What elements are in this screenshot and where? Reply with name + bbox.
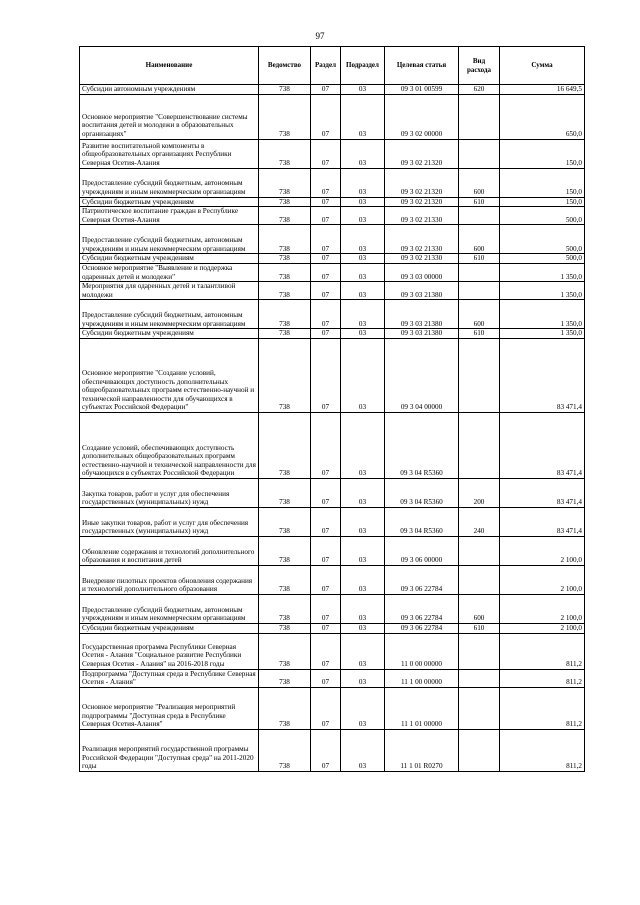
row-subsection: 03 <box>341 687 385 729</box>
table-header-row <box>80 47 585 85</box>
row-section: 07 <box>311 207 341 225</box>
row-sum: 1 350,0 <box>500 263 585 281</box>
header-expense-type: Вид расхода <box>459 47 500 85</box>
row-article: 09 3 06 22784 <box>385 623 459 633</box>
row-article: 09 3 02 21320 <box>385 139 459 168</box>
row-sum: 150,0 <box>500 168 585 197</box>
row-sum: 2 100,0 <box>500 565 585 594</box>
row-dept: 738 <box>259 197 311 207</box>
row-article: 09 3 03 00000 <box>385 263 459 281</box>
row-subsection: 03 <box>341 565 385 594</box>
row-expense-type <box>459 633 500 669</box>
row-name: Развитие воспитательной компоненты в общеобразовательных организациях Республики Северная Осетия-Алания <box>80 139 259 168</box>
row-dept: 738 <box>259 536 311 565</box>
row-name: Основное мероприятие "Реализация мероприятий подпрограммы "Доступная среда в Республике Северная Осетия-Алания" <box>80 687 259 729</box>
row-expense-type <box>459 263 500 281</box>
row-dept: 738 <box>259 669 311 687</box>
row-section: 07 <box>311 225 341 254</box>
row-subsection: 03 <box>341 197 385 207</box>
row-subsection: 03 <box>341 207 385 225</box>
row-section: 07 <box>311 687 341 729</box>
row-section: 07 <box>311 139 341 168</box>
row-article: 09 3 04 00000 <box>385 338 459 412</box>
row-article: 09 3 06 22784 <box>385 565 459 594</box>
row-dept: 738 <box>259 478 311 507</box>
row-sum: 1 350,0 <box>500 300 585 329</box>
row-expense-type <box>459 669 500 687</box>
row-sum: 2 100,0 <box>500 623 585 633</box>
row-expense-type: 600 <box>459 300 500 329</box>
row-article: 09 3 04 R5360 <box>385 412 459 478</box>
row-subsection: 03 <box>341 225 385 254</box>
row-dept: 738 <box>259 263 311 281</box>
row-subsection: 03 <box>341 168 385 197</box>
row-name: Предоставление субсидий бюджетным, автономным учреждениям и иным некоммерческим организациям <box>80 168 259 197</box>
row-sum: 83 471,4 <box>500 338 585 412</box>
row-section: 07 <box>311 478 341 507</box>
row-article: 11 1 01 00000 <box>385 687 459 729</box>
row-sum: 811,2 <box>500 633 585 669</box>
row-sum: 83 471,4 <box>500 478 585 507</box>
row-section: 07 <box>311 507 341 536</box>
row-expense-type <box>459 139 500 168</box>
row-sum: 650,0 <box>500 94 585 139</box>
row-dept: 738 <box>259 729 311 771</box>
row-article: 09 3 02 21330 <box>385 254 459 264</box>
row-section: 07 <box>311 168 341 197</box>
row-section: 07 <box>311 94 341 139</box>
row-section: 07 <box>311 594 341 623</box>
row-subsection: 03 <box>341 536 385 565</box>
row-subsection: 03 <box>341 412 385 478</box>
row-name: Иные закупки товаров, работ и услуг для обеспечения государственных (муниципальных) нужд <box>80 507 259 536</box>
row-sum: 150,0 <box>500 197 585 207</box>
row-subsection: 03 <box>341 254 385 264</box>
row-section: 07 <box>311 623 341 633</box>
row-dept: 738 <box>259 623 311 633</box>
row-dept: 738 <box>259 168 311 197</box>
table-row <box>80 507 585 536</box>
row-section: 07 <box>311 197 341 207</box>
row-section: 07 <box>311 729 341 771</box>
row-sum: 500,0 <box>500 207 585 225</box>
row-expense-type: 600 <box>459 225 500 254</box>
row-expense-type <box>459 282 500 300</box>
row-sum: 811,2 <box>500 729 585 771</box>
row-subsection: 03 <box>341 478 385 507</box>
header-subsection: Подраздел <box>341 47 385 85</box>
row-expense-type <box>459 338 500 412</box>
row-section: 07 <box>311 254 341 264</box>
table-row <box>80 594 585 623</box>
row-name: Предоставление субсидий бюджетным, автономным учреждениям и иным некоммерческим организациям <box>80 594 259 623</box>
row-article: 09 3 03 21380 <box>385 329 459 339</box>
row-article: 09 3 02 21320 <box>385 168 459 197</box>
row-expense-type: 610 <box>459 197 500 207</box>
row-expense-type: 610 <box>459 329 500 339</box>
table-row <box>80 94 585 139</box>
row-name: Субсидии бюджетным учреждениям <box>80 254 259 264</box>
row-expense-type <box>459 94 500 139</box>
row-dept: 738 <box>259 338 311 412</box>
row-article: 09 3 06 22784 <box>385 594 459 623</box>
table-row <box>80 329 585 339</box>
row-article: 09 3 01 00599 <box>385 85 459 95</box>
table-row <box>80 565 585 594</box>
row-name: Государственная программа Республики Северная Осетия - Алания "Социальное развитие Республики Северная Осетия - Алания" на 2016-2018 годы <box>80 633 259 669</box>
row-section: 07 <box>311 338 341 412</box>
row-dept: 738 <box>259 329 311 339</box>
row-section: 07 <box>311 300 341 329</box>
row-name: Мероприятия для одаренных детей и талантливой молодежи <box>80 282 259 300</box>
row-dept: 738 <box>259 300 311 329</box>
row-article: 09 3 04 R5360 <box>385 507 459 536</box>
budget-table <box>79 46 585 772</box>
row-sum: 500,0 <box>500 225 585 254</box>
row-dept: 738 <box>259 412 311 478</box>
row-subsection: 03 <box>341 729 385 771</box>
row-subsection: 03 <box>341 594 385 623</box>
row-dept: 738 <box>259 282 311 300</box>
row-name: Субсидии автономным учреждениям <box>80 85 259 95</box>
row-dept: 738 <box>259 565 311 594</box>
row-expense-type <box>459 687 500 729</box>
header-article: Целевая статья <box>385 47 459 85</box>
row-subsection: 03 <box>341 329 385 339</box>
row-dept: 738 <box>259 85 311 95</box>
table-row <box>80 254 585 264</box>
table-row <box>80 85 585 95</box>
row-name: Внедрение пилотных проектов обновления содержания и технологий дополнительного образования <box>80 565 259 594</box>
row-name: Основное мероприятие "Создание условий, обеспечивающих доступность дополнительных общеобразовательных программ естественно-научной и технической направленности для обучающихся в субъектах Российской Федерации" <box>80 338 259 412</box>
row-subsection: 03 <box>341 139 385 168</box>
table-row <box>80 412 585 478</box>
row-sum: 500,0 <box>500 254 585 264</box>
table-row <box>80 168 585 197</box>
row-subsection: 03 <box>341 85 385 95</box>
row-article: 11 1 01 R0270 <box>385 729 459 771</box>
table-row <box>80 623 585 633</box>
row-dept: 738 <box>259 507 311 536</box>
row-name: Основное мероприятие "Совершенствование системы воспитания детей и молодежи в образовательных организациях" <box>80 94 259 139</box>
row-article: 09 3 02 21330 <box>385 225 459 254</box>
row-subsection: 03 <box>341 338 385 412</box>
row-dept: 738 <box>259 94 311 139</box>
row-name: Закупка товаров, работ и услуг для обеспечения государственных (муниципальных) нужд <box>80 478 259 507</box>
row-article: 09 3 02 00000 <box>385 94 459 139</box>
row-dept: 738 <box>259 207 311 225</box>
row-expense-type <box>459 412 500 478</box>
row-subsection: 03 <box>341 263 385 281</box>
row-expense-type: 200 <box>459 478 500 507</box>
row-sum: 1 350,0 <box>500 282 585 300</box>
row-name: Основное мероприятие "Выявление и поддержка одаренных детей и молодежи" <box>80 263 259 281</box>
row-sum: 150,0 <box>500 139 585 168</box>
row-name: Предоставление субсидий бюджетным, автономным учреждениям и иным некоммерческим организациям <box>80 300 259 329</box>
row-dept: 738 <box>259 139 311 168</box>
row-article: 09 3 02 21330 <box>385 207 459 225</box>
row-sum: 83 471,4 <box>500 412 585 478</box>
row-article: 09 3 06 00000 <box>385 536 459 565</box>
row-subsection: 03 <box>341 94 385 139</box>
row-article: 09 3 02 21320 <box>385 197 459 207</box>
row-dept: 738 <box>259 633 311 669</box>
table-row <box>80 338 585 412</box>
row-section: 07 <box>311 669 341 687</box>
row-expense-type: 620 <box>459 85 500 95</box>
table-row <box>80 633 585 669</box>
header-name: Наименование <box>80 47 259 85</box>
row-expense-type: 610 <box>459 254 500 264</box>
row-section: 07 <box>311 536 341 565</box>
row-article: 11 0 00 00000 <box>385 633 459 669</box>
row-name: Подпрограмма "Доступная среда в Республике Северная Осетия - Алания" <box>80 669 259 687</box>
row-dept: 738 <box>259 594 311 623</box>
row-expense-type <box>459 536 500 565</box>
table-row <box>80 207 585 225</box>
row-expense-type: 610 <box>459 623 500 633</box>
row-article: 09 3 04 R5360 <box>385 478 459 507</box>
row-sum: 2 100,0 <box>500 594 585 623</box>
row-subsection: 03 <box>341 507 385 536</box>
row-section: 07 <box>311 412 341 478</box>
table-row <box>80 729 585 771</box>
row-name: Субсидии бюджетным учреждениям <box>80 197 259 207</box>
row-article: 11 1 00 00000 <box>385 669 459 687</box>
row-sum: 2 100,0 <box>500 536 585 565</box>
row-expense-type: 240 <box>459 507 500 536</box>
row-sum: 811,2 <box>500 687 585 729</box>
row-name: Реализация мероприятий государственной программы Российской Федерации "Доступная среда" на 2011-2020 годы <box>80 729 259 771</box>
row-dept: 738 <box>259 225 311 254</box>
row-expense-type: 600 <box>459 594 500 623</box>
row-section: 07 <box>311 263 341 281</box>
row-article: 09 3 03 21380 <box>385 300 459 329</box>
row-subsection: 03 <box>341 623 385 633</box>
row-sum: 83 471,4 <box>500 507 585 536</box>
table-row <box>80 669 585 687</box>
row-sum: 811,2 <box>500 669 585 687</box>
row-name: Создание условий, обеспечивающих доступность дополнительных общеобразовательных программ естественно-научной и технической направленности для обучающихся в субъектах Российской Федерации <box>80 412 259 478</box>
table-body <box>80 85 585 772</box>
row-section: 07 <box>311 329 341 339</box>
table-row <box>80 536 585 565</box>
row-name: Предоставление субсидий бюджетным, автономным учреждениям и иным некоммерческим организациям <box>80 225 259 254</box>
row-subsection: 03 <box>341 282 385 300</box>
table-row <box>80 300 585 329</box>
row-subsection: 03 <box>341 300 385 329</box>
row-name: Обновление содержания и технологий дополнительного образования и воспитания детей <box>80 536 259 565</box>
table-row <box>80 139 585 168</box>
table-row <box>80 225 585 254</box>
header-sum: Сумма <box>500 47 585 85</box>
row-dept: 738 <box>259 254 311 264</box>
row-name: Субсидии бюджетным учреждениям <box>80 623 259 633</box>
row-section: 07 <box>311 633 341 669</box>
row-expense-type <box>459 207 500 225</box>
row-name: Субсидии бюджетным учреждениям <box>80 329 259 339</box>
row-sum: 16 649,5 <box>500 85 585 95</box>
table-row <box>80 197 585 207</box>
row-section: 07 <box>311 565 341 594</box>
row-expense-type <box>459 729 500 771</box>
row-dept: 738 <box>259 687 311 729</box>
table-row <box>80 263 585 281</box>
table-row <box>80 282 585 300</box>
row-section: 07 <box>311 282 341 300</box>
row-subsection: 03 <box>341 633 385 669</box>
header-section: Раздел <box>311 47 341 85</box>
row-article: 09 3 03 21380 <box>385 282 459 300</box>
row-section: 07 <box>311 85 341 95</box>
row-name: Патриотическое воспитание граждан в Республике Северная Осетия-Алания <box>80 207 259 225</box>
header-dept: Ведомство <box>259 47 311 85</box>
table-row <box>80 687 585 729</box>
row-expense-type: 600 <box>459 168 500 197</box>
table-row <box>80 478 585 507</box>
row-expense-type <box>459 565 500 594</box>
row-subsection: 03 <box>341 669 385 687</box>
row-sum: 1 350,0 <box>500 329 585 339</box>
page-number: 97 <box>315 31 325 41</box>
